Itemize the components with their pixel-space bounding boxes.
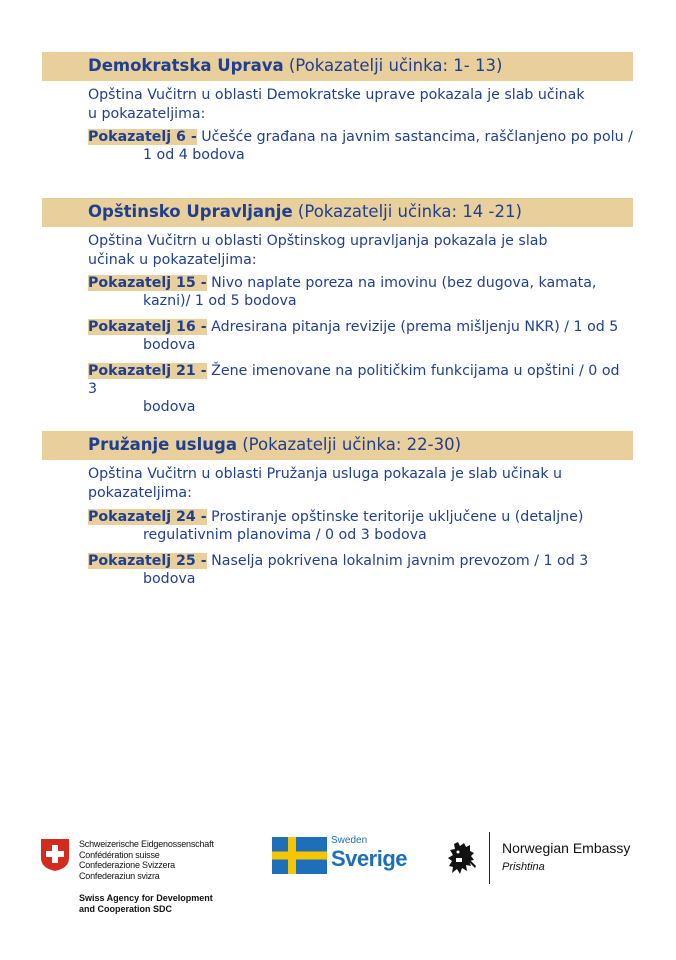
indicator-label: Pokazatelj 16 -	[88, 319, 207, 335]
indicator-text-cont: bodova	[143, 399, 196, 415]
norwegian-embassy-name: Norwegian Embassy	[502, 840, 631, 856]
footer-logos	[0, 820, 676, 930]
section-intro	[88, 86, 633, 124]
indicator-text-cont: regulativnim planovima / 0 od 3 bodova	[143, 527, 427, 543]
indicator-item	[88, 508, 633, 544]
section-title-range: (Pokazatelji učinka: 1- 13)	[283, 56, 503, 75]
section-title-range: (Pokazatelji učinka: 14 -21)	[292, 202, 522, 221]
indicator-text: Naselja pokrivena lokalnim javnim prevozom / 1 od 3	[206, 553, 589, 569]
section-header	[42, 198, 633, 227]
intro-line: u pokazateljima:	[88, 106, 206, 122]
section-title	[88, 202, 522, 221]
sweden-big-text: Sverige	[331, 846, 407, 871]
indicator-item	[88, 128, 633, 164]
indicator-item	[88, 318, 633, 354]
section-title-main: Opštinsko Upravljanje	[88, 202, 293, 221]
section-header	[42, 431, 633, 460]
indicator-text-cont: 1 od 4 bodova	[143, 147, 245, 163]
section-title-main: Demokratska Uprava	[88, 56, 284, 75]
indicator-label: Pokazatelj 15 -	[88, 275, 207, 291]
section-intro	[88, 232, 633, 270]
intro-line: Opština Vučitrn u oblasti Opštinskog upravljanja pokazala je slab	[88, 233, 548, 249]
indicator-text-cont: kazni)/ 1 od 5 bodova	[143, 293, 297, 309]
intro-line: učinak u pokazateljima:	[88, 252, 257, 268]
indicator-item	[88, 552, 633, 588]
swiss-agency-text	[79, 893, 213, 915]
swiss-confederation-text	[79, 839, 214, 881]
intro-line: Opština Vučitrn u oblasti Demokratske uprave pokazala je slab učinak	[88, 87, 585, 103]
swiss-line: Confédération suisse	[79, 849, 160, 860]
indicator-label: Pokazatelj 6 -	[88, 129, 197, 145]
indicator-text-cont: bodova	[143, 337, 196, 353]
swiss-cross-icon	[40, 838, 70, 872]
norwegian-lion-icon	[446, 840, 478, 878]
indicator-item	[88, 362, 633, 416]
swiss-agency-line: Swiss Agency for Development	[79, 893, 213, 903]
indicator-text: Žene imenovane na političkim funkcijama u opštini / 0 od 3	[88, 363, 620, 397]
intro-line: pokazateljima:	[88, 485, 192, 501]
sweden-small-text: Sweden	[331, 835, 368, 846]
norway-divider	[489, 832, 490, 884]
indicator-label: Pokazatelj 21 -	[88, 363, 207, 379]
indicator-text: Prostiranje opštinske teritorije uključene u (detaljne)	[206, 509, 584, 525]
section-title-range: (Pokazatelji učinka: 22-30)	[236, 435, 462, 454]
swiss-line: Confederazione Svizzera	[79, 860, 175, 870]
swiss-agency-line: and Cooperation SDC	[79, 904, 173, 914]
swiss-line: Schweizerische Eidgenossenschaft	[79, 839, 214, 849]
sweden-logo-text	[331, 835, 407, 871]
indicator-text: Učešće građana na javnim sastancima, raščlanjeno po polu /	[196, 129, 633, 145]
indicator-text-cont: bodova	[143, 571, 196, 587]
indicator-item	[88, 274, 633, 310]
swiss-line: Confederaziun svizra	[79, 870, 160, 881]
section-header	[42, 52, 633, 81]
section-title	[88, 435, 461, 454]
indicator-text: Nivo naplate poreza na imovinu (bez dugova, kamata,	[206, 275, 597, 291]
section-intro	[88, 465, 633, 503]
intro-line: Opština Vučitrn u oblasti Pružanja usluga pokazala je slab učinak u	[88, 466, 563, 482]
indicator-label: Pokazatelj 24 -	[88, 509, 207, 525]
norwegian-embassy-city: Prishtina	[502, 861, 545, 873]
indicator-text: Adresirana pitanja revizije (prema mišljenju NKR) / 1 od 5	[206, 319, 619, 335]
section-title-main: Pružanje usluga	[88, 435, 237, 454]
indicator-label: Pokazatelj 25 -	[88, 553, 207, 569]
section-title	[88, 56, 502, 75]
swedish-flag-icon	[272, 837, 327, 874]
